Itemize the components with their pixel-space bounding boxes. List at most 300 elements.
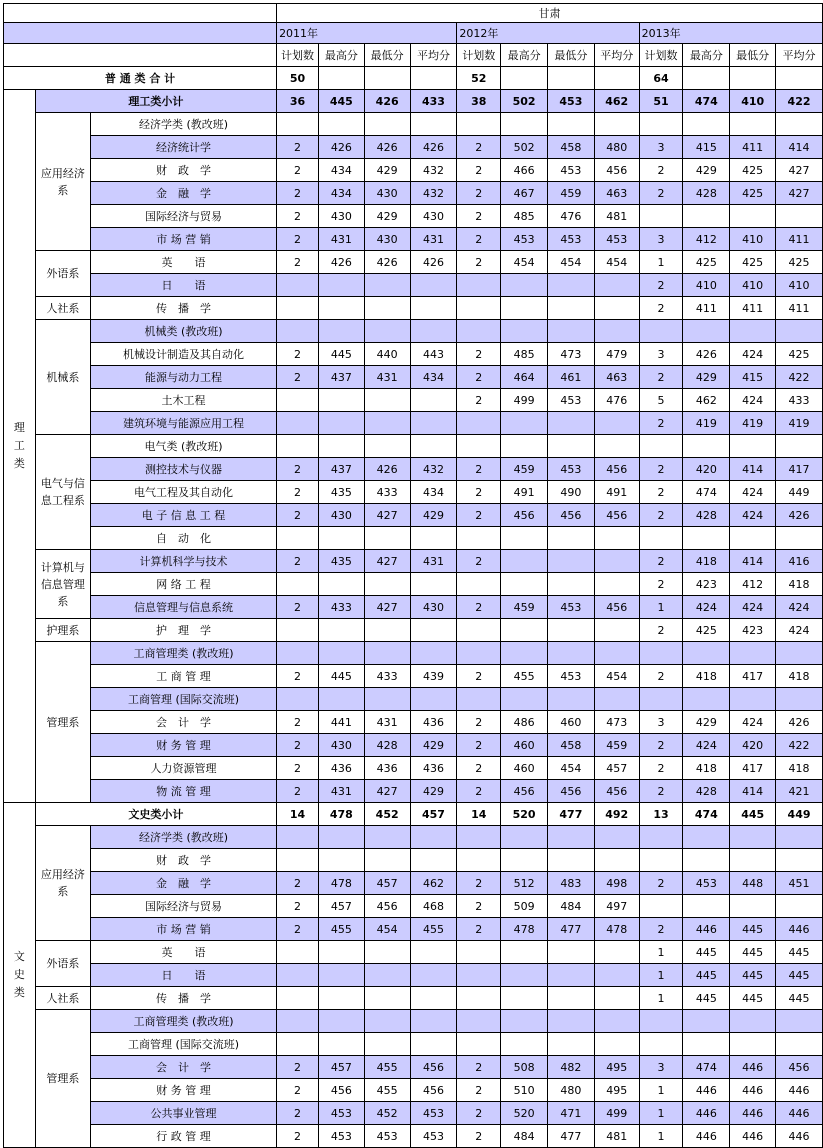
min-2013-cell: 448: [730, 872, 776, 895]
max-2012-cell: [501, 67, 548, 90]
plan-2012-cell: 2: [457, 665, 501, 688]
major-label: 会 计 学: [91, 1056, 277, 1079]
max-2013-cell: 415: [683, 136, 730, 159]
plan-2013-cell: [639, 642, 683, 665]
plan-2012-cell: 2: [457, 550, 501, 573]
min-2013-cell: 417: [730, 665, 776, 688]
avg-2012-cell: [594, 941, 639, 964]
min-2013-cell: 424: [730, 389, 776, 412]
blank-header-cell: [4, 44, 277, 67]
plan-2012-cell: 2: [457, 343, 501, 366]
plan-2013-cell: 1: [639, 987, 683, 1010]
max-2012-cell: [501, 826, 548, 849]
major-row: [4, 1010, 823, 1033]
min-2013-cell: [730, 826, 776, 849]
plan-2011-cell: [277, 1033, 319, 1056]
plan-2013-cell: 2: [639, 159, 683, 182]
max-2012-cell: [501, 688, 548, 711]
avg-2013-cell: [776, 205, 823, 228]
avg-2011-cell: 457: [410, 803, 457, 826]
min-2013-cell: 424: [730, 711, 776, 734]
major-row: [4, 182, 823, 205]
max-2013-cell: 424: [683, 734, 730, 757]
department-label: 外语系: [35, 941, 90, 987]
avg-2013-cell: 421: [776, 780, 823, 803]
major-row: [4, 228, 823, 251]
subtotal-row: [4, 803, 823, 826]
major-row: [4, 734, 823, 757]
max-2011-cell: 445: [318, 90, 364, 113]
min-2013-cell: 424: [730, 343, 776, 366]
plan-2011-cell: [277, 849, 319, 872]
major-label: 经济统计学: [91, 136, 277, 159]
avg-2013-cell: [776, 826, 823, 849]
plan-2013-cell: 5: [639, 389, 683, 412]
avg-2011-cell: 462: [410, 872, 457, 895]
min-2011-cell: 436: [364, 757, 410, 780]
avg-2011-cell: 455: [410, 918, 457, 941]
max-2012-cell: 464: [501, 366, 548, 389]
max-2011-cell: 478: [318, 872, 364, 895]
plan-2012-cell: 2: [457, 251, 501, 274]
min-2012-cell: 473: [548, 343, 595, 366]
major-label: 公共事业管理: [91, 1102, 277, 1125]
min-2011-cell: [364, 642, 410, 665]
min-2012-cell: 477: [548, 918, 595, 941]
avg-2012-cell: 497: [594, 895, 639, 918]
category-char: 史: [13, 968, 25, 981]
avg-2012-cell: 491: [594, 481, 639, 504]
max-2013-cell: 418: [683, 757, 730, 780]
plan-2011-cell: 50: [277, 67, 319, 90]
plan-2012-cell: 2: [457, 159, 501, 182]
min-2013-cell: [730, 113, 776, 136]
max-2012-cell: [501, 941, 548, 964]
avg-2013-cell: 426: [776, 504, 823, 527]
plan-2012-cell: [457, 964, 501, 987]
plan-2011-cell: [277, 412, 319, 435]
max-2011-cell: [318, 1010, 364, 1033]
max-2011-cell: 430: [318, 205, 364, 228]
avg-2011-cell: 434: [410, 366, 457, 389]
max-2011-cell: 453: [318, 1102, 364, 1125]
min-2012-cell: [548, 297, 595, 320]
avg-2012-cell: [594, 435, 639, 458]
plan-2012-cell: 2: [457, 872, 501, 895]
max-2011-cell: 435: [318, 481, 364, 504]
min-2012-cell: 490: [548, 481, 595, 504]
plan-2012-cell: [457, 1033, 501, 1056]
major-row: [4, 826, 823, 849]
department-label: 计算机与信息管理系: [35, 550, 90, 619]
avg-2012-cell: 457: [594, 757, 639, 780]
major-row: [4, 136, 823, 159]
min-2013-cell: 419: [730, 412, 776, 435]
min-2012-cell: [548, 941, 595, 964]
avg-2013-cell: [776, 688, 823, 711]
major-label: 信息管理与信息系统: [91, 596, 277, 619]
major-row: [4, 320, 823, 343]
plan-2011-cell: 2: [277, 665, 319, 688]
major-row: [4, 642, 823, 665]
min-2013-cell: [730, 67, 776, 90]
min-2011-cell: 430: [364, 228, 410, 251]
plan-2013-cell: 13: [639, 803, 683, 826]
plan-2011-cell: 2: [277, 1102, 319, 1125]
avg-2012-cell: 498: [594, 872, 639, 895]
department-label: 人社系: [35, 987, 90, 1010]
plan-2011-cell: 2: [277, 159, 319, 182]
min-2013-cell: 445: [730, 803, 776, 826]
plan-2012-cell: 52: [457, 67, 501, 90]
min-2013-cell: [730, 320, 776, 343]
avg-2011-cell: 432: [410, 159, 457, 182]
col-min-2012: 最低分: [548, 44, 595, 67]
min-2012-cell: 454: [548, 757, 595, 780]
plan-2013-cell: 3: [639, 711, 683, 734]
min-2012-cell: [548, 550, 595, 573]
plan-2012-cell: 2: [457, 895, 501, 918]
avg-2011-cell: [410, 435, 457, 458]
avg-2013-cell: 445: [776, 941, 823, 964]
plan-2011-cell: [277, 642, 319, 665]
min-2012-cell: 476: [548, 205, 595, 228]
plan-2012-cell: [457, 1010, 501, 1033]
max-2012-cell: 456: [501, 504, 548, 527]
max-2012-cell: 510: [501, 1079, 548, 1102]
plan-2012-cell: 2: [457, 1056, 501, 1079]
avg-2012-cell: 456: [594, 458, 639, 481]
plan-2013-cell: [639, 527, 683, 550]
avg-2011-cell: 434: [410, 481, 457, 504]
max-2011-cell: [318, 274, 364, 297]
avg-2011-cell: [410, 941, 457, 964]
min-2013-cell: 414: [730, 550, 776, 573]
min-2012-cell: 460: [548, 711, 595, 734]
avg-2013-cell: 445: [776, 964, 823, 987]
max-2011-cell: [318, 320, 364, 343]
min-2012-cell: 482: [548, 1056, 595, 1079]
max-2013-cell: 426: [683, 343, 730, 366]
avg-2011-cell: [410, 274, 457, 297]
col-avg-2011: 平均分: [410, 44, 457, 67]
min-2011-cell: 452: [364, 1102, 410, 1125]
plan-2013-cell: 2: [639, 757, 683, 780]
plan-2012-cell: 2: [457, 1102, 501, 1125]
major-label: 财 政 学: [91, 159, 277, 182]
max-2012-cell: 508: [501, 1056, 548, 1079]
min-2012-cell: 461: [548, 366, 595, 389]
major-label: 财 务 管 理: [91, 734, 277, 757]
avg-2013-cell: [776, 320, 823, 343]
min-2011-cell: [364, 987, 410, 1010]
avg-2013-cell: [776, 67, 823, 90]
avg-2011-cell: 430: [410, 596, 457, 619]
col-avg-2012: 平均分: [594, 44, 639, 67]
subtotal-label: 理工类小计: [35, 90, 276, 113]
max-2013-cell: 425: [683, 251, 730, 274]
year-header-row: [4, 23, 823, 44]
max-2013-cell: 446: [683, 1079, 730, 1102]
plan-2013-cell: [639, 320, 683, 343]
avg-2013-cell: 411: [776, 228, 823, 251]
max-2011-cell: [318, 67, 364, 90]
major-row: [4, 389, 823, 412]
major-label: 传 播 学: [91, 987, 277, 1010]
plan-2013-cell: 2: [639, 550, 683, 573]
min-2011-cell: 427: [364, 780, 410, 803]
min-2011-cell: 440: [364, 343, 410, 366]
avg-2012-cell: [594, 67, 639, 90]
plan-2012-cell: 2: [457, 1125, 501, 1148]
avg-2013-cell: 410: [776, 274, 823, 297]
major-row: [4, 550, 823, 573]
major-label: 英 语: [91, 251, 277, 274]
avg-2013-cell: 418: [776, 573, 823, 596]
avg-2012-cell: 495: [594, 1079, 639, 1102]
avg-2013-cell: 446: [776, 1079, 823, 1102]
plan-2012-cell: 38: [457, 90, 501, 113]
major-row: [4, 964, 823, 987]
max-2011-cell: [318, 573, 364, 596]
plan-2011-cell: 2: [277, 1125, 319, 1148]
min-2011-cell: 457: [364, 872, 410, 895]
year-2011-header: 2011年: [277, 23, 457, 44]
avg-2013-cell: 418: [776, 665, 823, 688]
plan-2012-cell: 2: [457, 711, 501, 734]
max-2012-cell: 485: [501, 205, 548, 228]
major-row: [4, 757, 823, 780]
major-row: [4, 895, 823, 918]
plan-2013-cell: 1: [639, 1102, 683, 1125]
avg-2013-cell: 419: [776, 412, 823, 435]
plan-2013-cell: 2: [639, 734, 683, 757]
max-2013-cell: 429: [683, 366, 730, 389]
major-row: [4, 711, 823, 734]
major-label: 英 语: [91, 941, 277, 964]
max-2013-cell: 428: [683, 504, 730, 527]
admission-score-table: [3, 3, 823, 1148]
max-2012-cell: 520: [501, 803, 548, 826]
max-2012-cell: [501, 573, 548, 596]
major-label: 机械设计制造及其自动化: [91, 343, 277, 366]
max-2011-cell: [318, 389, 364, 412]
plan-2011-cell: 2: [277, 596, 319, 619]
avg-2013-cell: 427: [776, 182, 823, 205]
max-2013-cell: 446: [683, 1102, 730, 1125]
avg-2012-cell: [594, 297, 639, 320]
min-2011-cell: [364, 113, 410, 136]
max-2011-cell: 441: [318, 711, 364, 734]
avg-2011-cell: 456: [410, 1079, 457, 1102]
max-2013-cell: 445: [683, 964, 730, 987]
max-2011-cell: 436: [318, 757, 364, 780]
min-2012-cell: [548, 642, 595, 665]
min-2013-cell: 410: [730, 228, 776, 251]
max-2012-cell: 486: [501, 711, 548, 734]
max-2012-cell: [501, 550, 548, 573]
avg-2012-cell: [594, 849, 639, 872]
min-2012-cell: 453: [548, 458, 595, 481]
major-row: [4, 504, 823, 527]
avg-2012-cell: 453: [594, 228, 639, 251]
min-2013-cell: 446: [730, 1056, 776, 1079]
avg-2011-cell: [410, 987, 457, 1010]
max-2013-cell: [683, 435, 730, 458]
avg-2011-cell: [410, 619, 457, 642]
major-row: [4, 159, 823, 182]
avg-2013-cell: [776, 642, 823, 665]
column-header-row: [4, 44, 823, 67]
max-2013-cell: [683, 1033, 730, 1056]
min-2013-cell: 424: [730, 481, 776, 504]
min-2012-cell: [548, 67, 595, 90]
min-2012-cell: 484: [548, 895, 595, 918]
plan-2011-cell: [277, 573, 319, 596]
max-2011-cell: [318, 688, 364, 711]
max-2012-cell: [501, 849, 548, 872]
plan-2013-cell: 64: [639, 67, 683, 90]
max-2011-cell: [318, 527, 364, 550]
plan-2012-cell: 2: [457, 481, 501, 504]
min-2011-cell: [364, 274, 410, 297]
min-2013-cell: 425: [730, 182, 776, 205]
major-label: 机械类 (教改班): [91, 320, 277, 343]
plan-2011-cell: 2: [277, 182, 319, 205]
avg-2013-cell: 426: [776, 711, 823, 734]
min-2012-cell: 454: [548, 251, 595, 274]
corner-cell: [4, 4, 277, 23]
major-row: [4, 1125, 823, 1148]
plan-2012-cell: 2: [457, 757, 501, 780]
plan-2011-cell: 14: [277, 803, 319, 826]
plan-2013-cell: [639, 205, 683, 228]
plan-2012-cell: 2: [457, 366, 501, 389]
max-2012-cell: 460: [501, 734, 548, 757]
plan-2011-cell: [277, 435, 319, 458]
department-label: 管理系: [35, 1010, 90, 1148]
min-2011-cell: [364, 1010, 410, 1033]
avg-2013-cell: [776, 1010, 823, 1033]
min-2013-cell: 446: [730, 1079, 776, 1102]
plan-2013-cell: 2: [639, 665, 683, 688]
major-label: 建筑环境与能源应用工程: [91, 412, 277, 435]
avg-2013-cell: 424: [776, 619, 823, 642]
plan-2011-cell: [277, 274, 319, 297]
min-2012-cell: 471: [548, 1102, 595, 1125]
major-label: 行 政 管 理: [91, 1125, 277, 1148]
major-row: [4, 688, 823, 711]
max-2011-cell: [318, 619, 364, 642]
avg-2011-cell: 456: [410, 1056, 457, 1079]
major-row: [4, 1102, 823, 1125]
min-2011-cell: 426: [364, 136, 410, 159]
max-2013-cell: 418: [683, 550, 730, 573]
avg-2011-cell: [410, 527, 457, 550]
min-2013-cell: 446: [730, 1125, 776, 1148]
major-label: 测控技术与仪器: [91, 458, 277, 481]
avg-2013-cell: 425: [776, 343, 823, 366]
max-2012-cell: [501, 412, 548, 435]
avg-2011-cell: [410, 1033, 457, 1056]
avg-2012-cell: 499: [594, 1102, 639, 1125]
min-2011-cell: [364, 619, 410, 642]
plan-2013-cell: 51: [639, 90, 683, 113]
min-2012-cell: [548, 849, 595, 872]
avg-2012-cell: 456: [594, 596, 639, 619]
avg-2012-cell: [594, 987, 639, 1010]
plan-2013-cell: [639, 435, 683, 458]
major-label: 财 政 学: [91, 849, 277, 872]
plan-2013-cell: [639, 826, 683, 849]
min-2013-cell: 445: [730, 918, 776, 941]
col-min-2011: 最低分: [364, 44, 410, 67]
avg-2011-cell: 453: [410, 1102, 457, 1125]
min-2012-cell: [548, 1010, 595, 1033]
avg-2011-cell: 429: [410, 780, 457, 803]
max-2013-cell: 420: [683, 458, 730, 481]
plan-2011-cell: 2: [277, 458, 319, 481]
max-2013-cell: 429: [683, 159, 730, 182]
category-label: [4, 803, 36, 1148]
plan-2011-cell: [277, 113, 319, 136]
major-row: [4, 113, 823, 136]
avg-2012-cell: 480: [594, 136, 639, 159]
max-2012-cell: 455: [501, 665, 548, 688]
major-label: 工商管理类 (教改班): [91, 1010, 277, 1033]
max-2013-cell: [683, 688, 730, 711]
avg-2011-cell: 432: [410, 182, 457, 205]
max-2011-cell: [318, 849, 364, 872]
avg-2012-cell: [594, 619, 639, 642]
min-2012-cell: 458: [548, 734, 595, 757]
max-2011-cell: 434: [318, 182, 364, 205]
min-2012-cell: 458: [548, 136, 595, 159]
avg-2013-cell: 449: [776, 803, 823, 826]
major-label: 金 融 学: [91, 872, 277, 895]
plan-2012-cell: [457, 527, 501, 550]
plan-2012-cell: 2: [457, 205, 501, 228]
plan-2011-cell: 2: [277, 1056, 319, 1079]
min-2011-cell: 455: [364, 1079, 410, 1102]
plan-2011-cell: 2: [277, 366, 319, 389]
avg-2013-cell: 418: [776, 757, 823, 780]
major-row: [4, 458, 823, 481]
min-2011-cell: [364, 67, 410, 90]
min-2011-cell: [364, 941, 410, 964]
subtotal-label: 文史类小计: [35, 803, 276, 826]
plan-2013-cell: 3: [639, 1056, 683, 1079]
major-label: 经济学类 (教改班): [91, 826, 277, 849]
avg-2011-cell: [410, 320, 457, 343]
plan-2011-cell: 36: [277, 90, 319, 113]
major-label: 土木工程: [91, 389, 277, 412]
max-2013-cell: [683, 642, 730, 665]
department-label: 应用经济系: [35, 826, 90, 941]
min-2013-cell: 411: [730, 297, 776, 320]
max-2011-cell: 434: [318, 159, 364, 182]
min-2012-cell: 453: [548, 159, 595, 182]
min-2011-cell: 426: [364, 251, 410, 274]
col-min-2013: 最低分: [730, 44, 776, 67]
avg-2013-cell: [776, 1033, 823, 1056]
max-2013-cell: 424: [683, 596, 730, 619]
plan-2011-cell: 2: [277, 136, 319, 159]
plan-2012-cell: 2: [457, 780, 501, 803]
max-2011-cell: [318, 1033, 364, 1056]
plan-2011-cell: 2: [277, 711, 319, 734]
max-2012-cell: [501, 527, 548, 550]
